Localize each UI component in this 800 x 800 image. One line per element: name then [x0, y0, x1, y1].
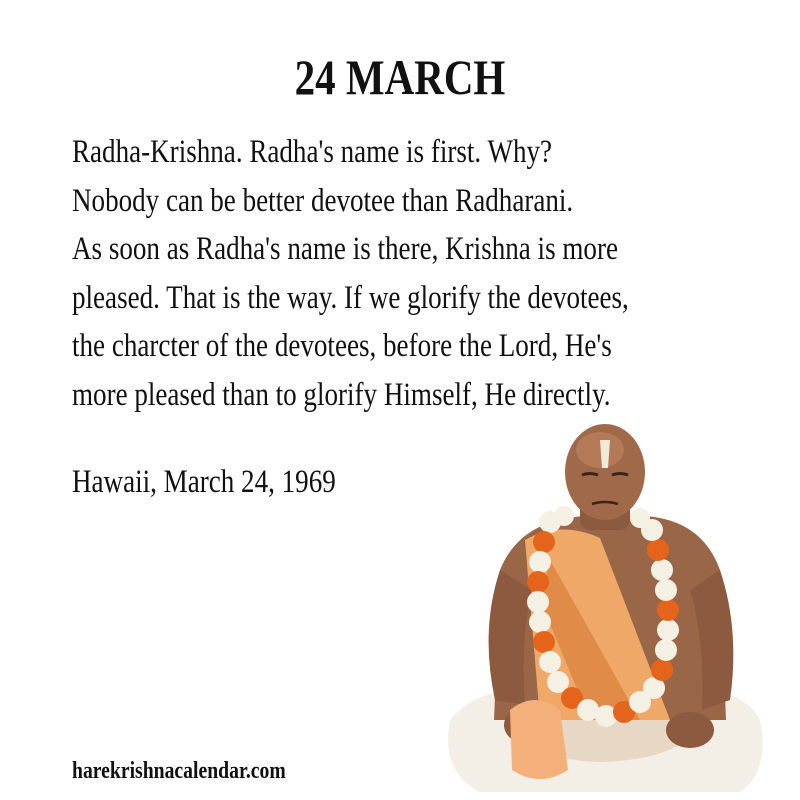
quote-line: more pleased than to glorify Himself, He directly. — [72, 376, 611, 413]
portrait-photo — [440, 420, 770, 800]
head-highlight — [576, 432, 624, 468]
quote-text — [72, 128, 662, 419]
quote-line: Radha-Krishna. Radha's name is first. Why? — [72, 134, 553, 170]
quote-source: Hawaii, March 24, 1969 — [72, 464, 336, 500]
quote-line: As soon as Radha's name is there, Krishna is more — [72, 231, 618, 267]
bead-bag — [510, 700, 568, 779]
quote-line: pleased. That is the way. If we glorify the devotees, — [72, 279, 629, 316]
quote-line: the charcter of the devotees, before the Lord, He's — [72, 328, 612, 364]
quote-line: Nobody can be better devotee than Radharani. — [72, 182, 574, 219]
page-title: 24 MARCH — [294, 49, 506, 105]
website-link[interactable]: harekrishnacalendar.com — [72, 758, 286, 784]
right-hand — [666, 712, 714, 748]
